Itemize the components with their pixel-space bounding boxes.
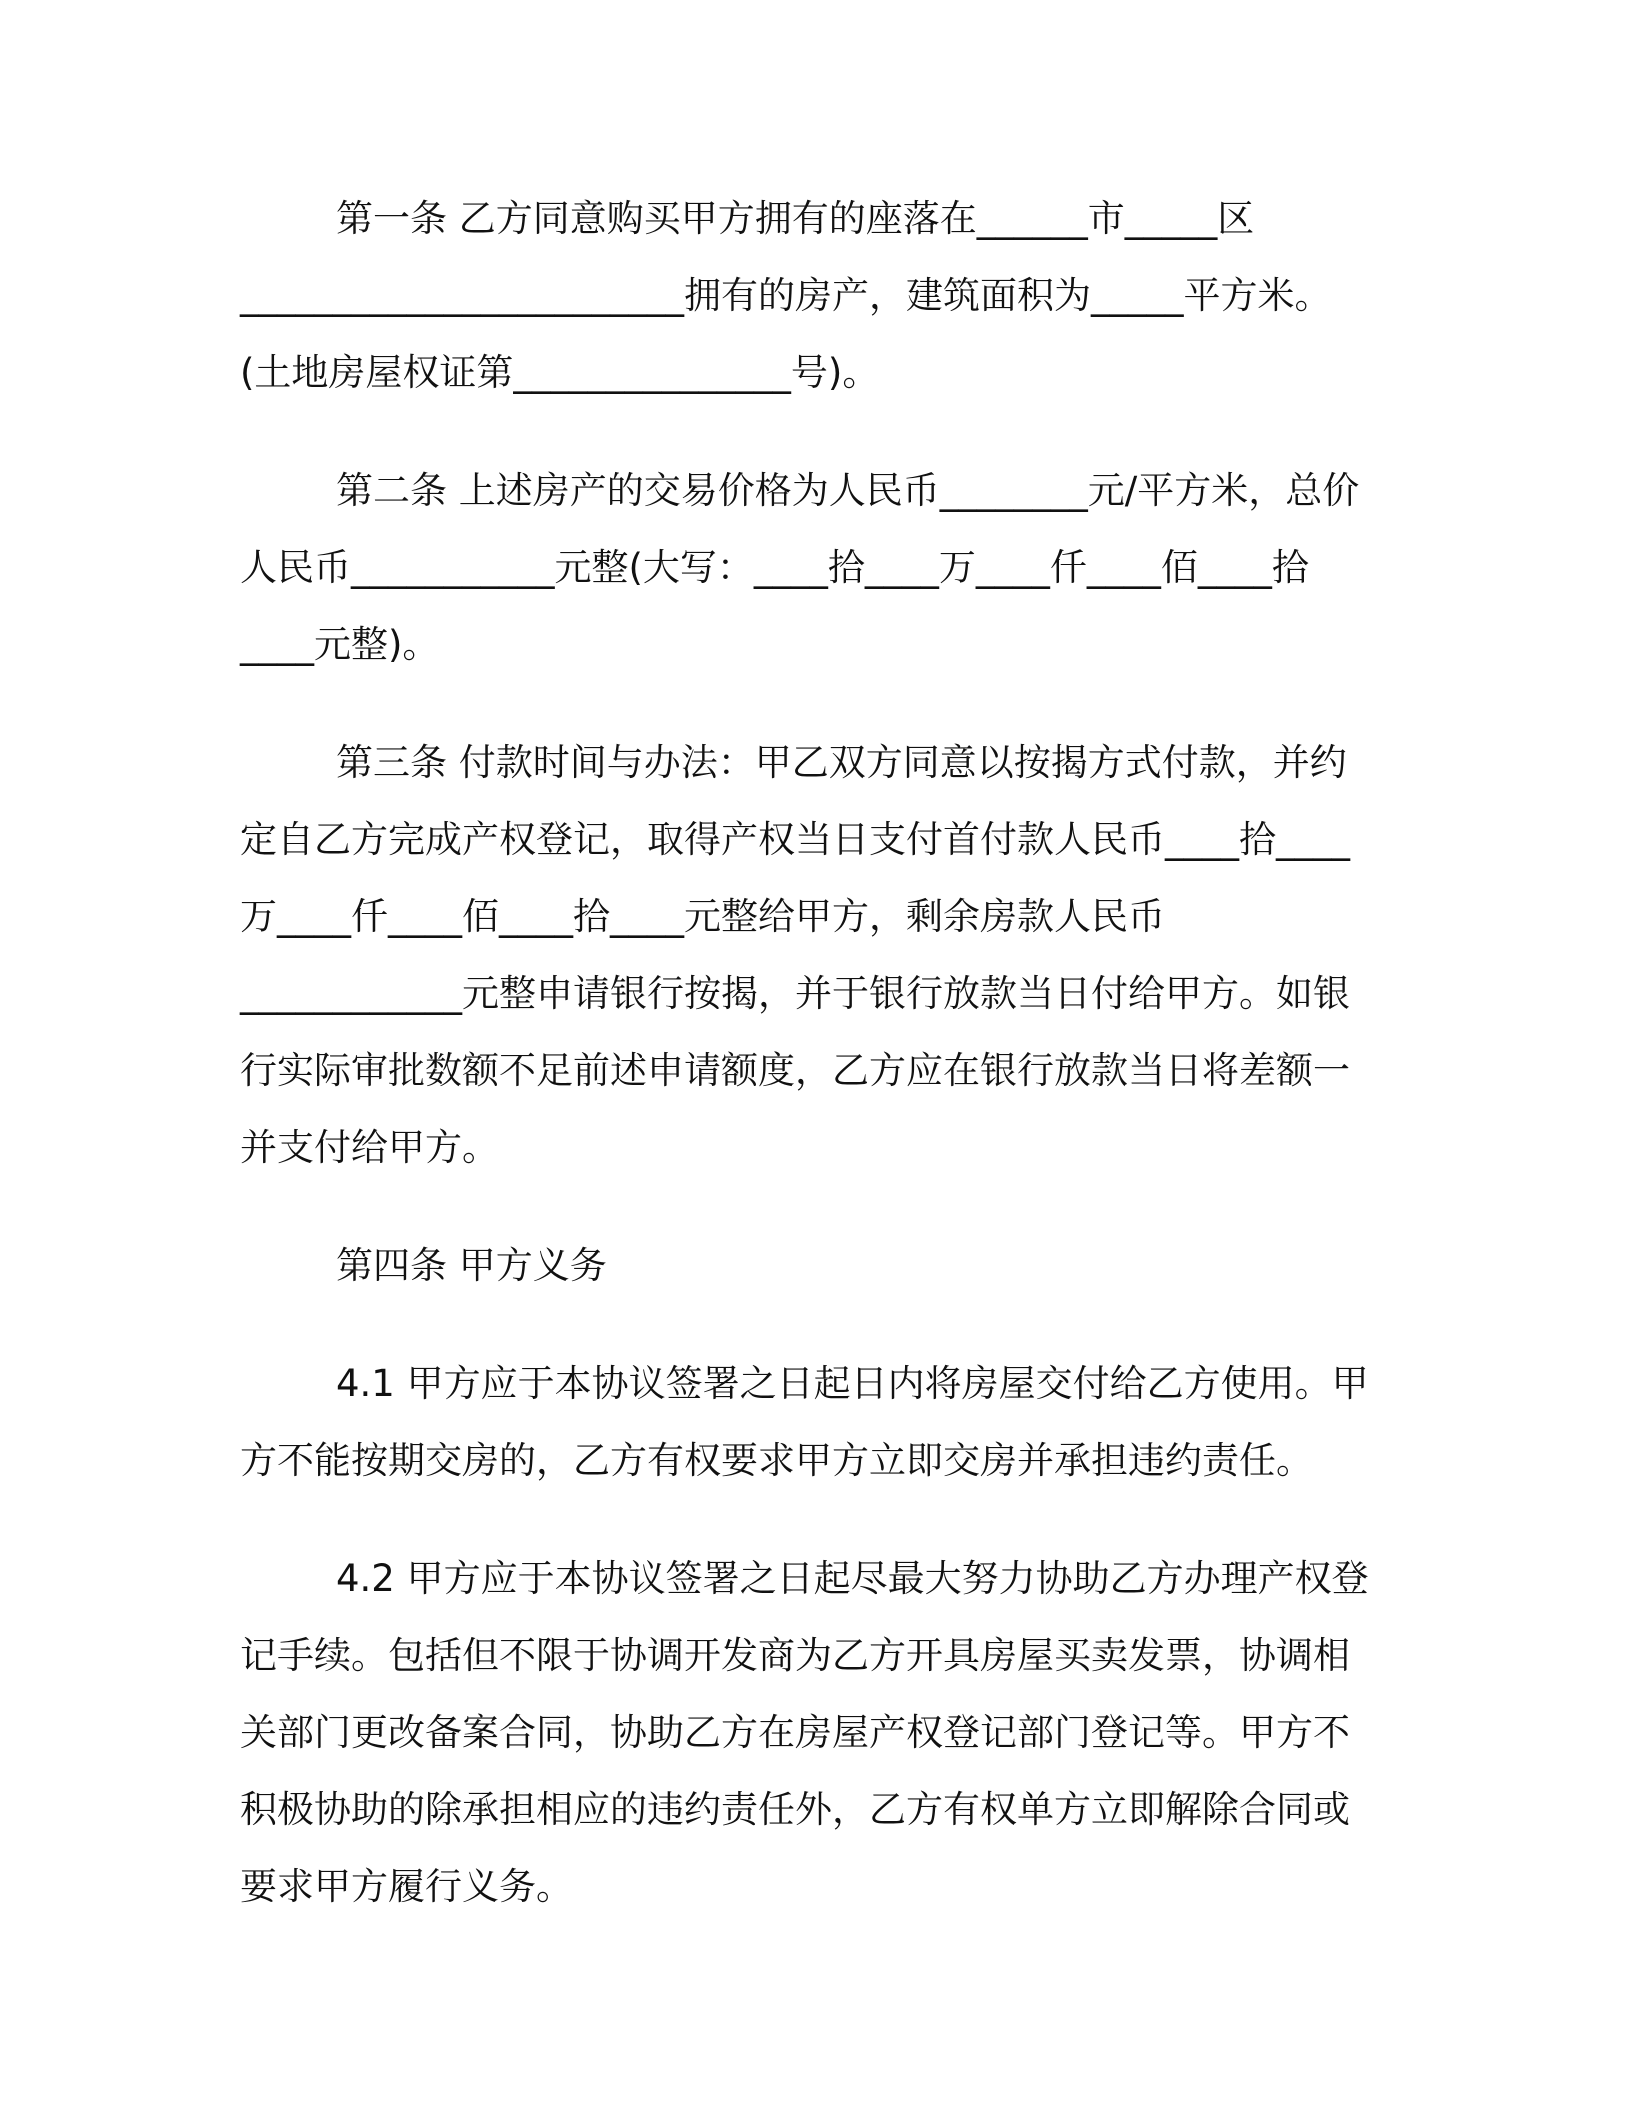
- article-3-line-3: 万____仟____佰____拾____元整给甲方，剩余房款人民币: [240, 895, 1165, 938]
- article-1-paragraph: [240, 180, 1380, 411]
- clause-4-1-paragraph: [240, 1345, 1380, 1499]
- article-2-line-2: 人民币___________元整(大写：____拾____万____仟____佰____拾: [240, 546, 1309, 589]
- article-3-line-2: 定自乙方完成产权登记，取得产权当日支付首付款人民币____拾____: [240, 818, 1350, 861]
- article-4-title: 第四条 甲方义务: [336, 1244, 607, 1287]
- article-3-line-4: ____________元整申请银行按揭，并于银行放款当日付给甲方。如银: [240, 972, 1350, 1015]
- clause-4-1-line-2: 方不能按期交房的，乙方有权要求甲方立即交房并承担违约责任。: [240, 1439, 1313, 1482]
- article-2-line-3: ____元整)。: [240, 623, 440, 666]
- document-page: [240, 180, 1380, 1966]
- article-1-line-3: (土地房屋权证第_______________号)。: [240, 351, 880, 394]
- article-2-paragraph: [240, 452, 1380, 683]
- article-1-line-2: ________________________拥有的房产，建筑面积为_____平方米。: [240, 274, 1332, 317]
- clause-4-2-line-1: 4.2 甲方应于本协议签署之日起尽最大努力协助乙方办理产权登: [336, 1557, 1369, 1600]
- clause-4-2-line-3: 关部门更改备案合同，协助乙方在房屋产权登记部门登记等。甲方不: [240, 1711, 1350, 1754]
- clause-4-2-paragraph: [240, 1540, 1380, 1925]
- article-2-line-1: 第二条 上述房产的交易价格为人民币________元/平方米，总价: [336, 469, 1360, 512]
- article-4-heading: [240, 1227, 1380, 1304]
- clause-4-2-line-2: 记手续。包括但不限于协调开发商为乙方开具房屋买卖发票，协调相: [240, 1634, 1350, 1677]
- clause-4-2-line-5: 要求甲方履行义务。: [240, 1865, 573, 1908]
- article-3-line-5: 行实际审批数额不足前述申请额度，乙方应在银行放款当日将差额一: [240, 1049, 1350, 1092]
- article-3-line-6: 并支付给甲方。: [240, 1126, 499, 1169]
- article-1-line-1: 第一条 乙方同意购买甲方拥有的座落在______市_____区: [336, 197, 1255, 240]
- article-3-paragraph: [240, 724, 1380, 1186]
- clause-4-1-line-1: 4.1 甲方应于本协议签署之日起日内将房屋交付给乙方使用。甲: [336, 1362, 1369, 1405]
- clause-4-2-line-4: 积极协助的除承担相应的违约责任外，乙方有权单方立即解除合同或: [240, 1788, 1350, 1831]
- article-3-line-1: 第三条 付款时间与办法：甲乙双方同意以按揭方式付款，并约: [336, 741, 1347, 784]
